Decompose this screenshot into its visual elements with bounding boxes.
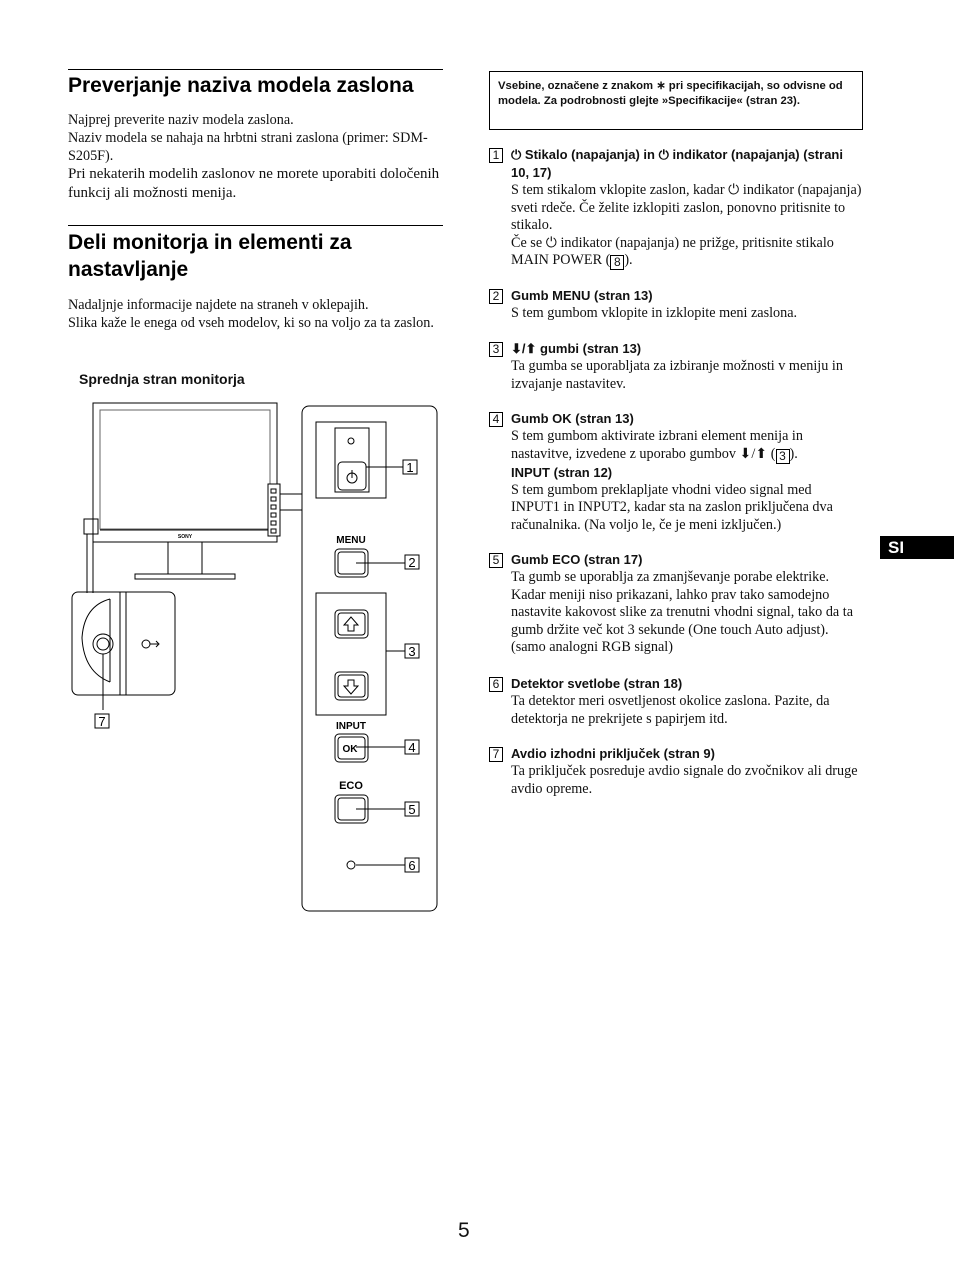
menu-label: MENU — [336, 535, 366, 546]
item-number: 1 — [489, 148, 503, 163]
callout-3: 3 — [408, 644, 416, 659]
reference-number: 8 — [610, 255, 624, 270]
item-text: S tem gumbom vklopite in izklopite meni zaslona. — [511, 305, 798, 321]
input-label: INPUT — [336, 721, 366, 732]
page-number: 5 — [458, 1219, 470, 1242]
item-text: Ta gumb se uporablja za zmanjševanje porabe elektrike. Kadar meniji niso prikazani, lahko prav tako samodejno nastavite kakovost slike za trenutni vhodni signal, tako da ta gumb držite več kot 3 sekunde (One touch Auto adjust). (samo analogni RGB signal) — [511, 569, 853, 656]
paragraph: Pri nekaterih modelih zaslonov ne morete uporabiti določenih funkcij ali možnosti menija. — [68, 166, 440, 201]
item-text: S tem stikalom vklopite zaslon, kadar ⏻ indikator (napajanja) sveti rdeče. Če želite izklopiti zaslon, ponovno pritisnite to stikalo. Če se ⏻ indikator (napajanja) ne prižge, pritisnite stikalo MAIN POWER ( 8 ). — [511, 182, 862, 270]
item-text: Ta gumba se uporabljata za izbiranje možnosti v meniju in izvajanje nastavitev. — [511, 358, 843, 392]
callout-7: 7 — [98, 714, 106, 729]
item-text: Ta priključek posreduje avdio signale do zvočnikov ali druge avdio opreme. — [511, 763, 858, 797]
item-4 — [489, 410, 864, 534]
paragraph: Naziv modela se nahaja na hrbtni strani zaslona (primer: SDM-S205F). — [68, 130, 428, 164]
callout-5: 5 — [408, 802, 416, 817]
monitor-screen — [100, 410, 270, 529]
section-title-monitor-parts: Deli monitorja in elementi za nastavljanje — [68, 231, 352, 281]
ok-label: OK — [342, 744, 358, 755]
section-body-monitor-parts — [68, 296, 443, 332]
language-tab: SI — [880, 536, 954, 559]
section-rule — [68, 225, 443, 226]
up-button — [335, 610, 368, 638]
callout-2: 2 — [408, 555, 416, 570]
paragraph: Slika kaže le enega od vseh modelov, ki so na voljo za ta zaslon. — [68, 315, 434, 331]
item-number: 2 — [489, 289, 503, 304]
power-icon: ⏻ — [511, 147, 522, 162]
item-heading: 2 Gumb MENU (stran 13) — [489, 287, 864, 305]
item-5 — [489, 551, 864, 657]
light-sensor — [347, 861, 355, 869]
item-1 — [489, 146, 864, 270]
item-2 — [489, 287, 864, 323]
section-rule — [68, 69, 443, 70]
item-heading: 7 Avdio izhodni priključek (stran 9) — [489, 745, 864, 763]
item-text: S tem gumbom preklapljate vhodni video signal med INPUT1 in INPUT2, kadar sta na zaslon priključena dva računalnika. (Na voljo le, če je meni izključen.) — [511, 481, 833, 533]
figure-caption: Sprednja stran monitorja — [79, 371, 245, 387]
paragraph: Najprej preverite naziv modela zaslona. — [68, 112, 294, 128]
item-heading: 6 Detektor svetlobe (stran 18) — [489, 675, 864, 693]
callout-6: 6 — [408, 858, 416, 873]
item-7 — [489, 745, 864, 798]
section-title-model-name: Preverjanje naziva modela zaslona — [68, 74, 414, 97]
callout-1: 1 — [406, 460, 414, 475]
item-subheading: INPUT (stran 12) — [511, 464, 613, 480]
paragraph: Nadaljnje informacije najdete na straneh v oklepajih. — [68, 297, 369, 313]
power-icon: ⏻ — [658, 147, 669, 162]
item-heading: 1 ⏻ Stikalo (napajanja) in ⏻ indikator (napajanja) (strani 10, 17) — [489, 146, 864, 182]
item-text: Ta detektor meri osvetljenost okolice zaslona. Pazite, da detektorja ne prekrijete s papirjem itd. — [511, 693, 830, 727]
power-icon: ⏻ — [545, 234, 557, 251]
item-number: 5 — [489, 553, 503, 568]
power-icon: ⏻ — [728, 182, 740, 198]
monitor-bezel — [93, 403, 277, 542]
reference-number: 3 — [776, 449, 790, 464]
item-3 — [489, 340, 864, 393]
item-number: 3 — [489, 342, 503, 357]
item-heading: 3 ⬇/⬆ gumbi (stran 13) — [489, 340, 864, 358]
item-number: 7 — [489, 747, 503, 762]
eco-label: ECO — [339, 780, 363, 792]
callout-4: 4 — [408, 740, 416, 755]
monitor-front-diagram — [68, 398, 448, 918]
item-heading: 5 Gumb ECO (stran 17) — [489, 551, 864, 569]
item-text: S tem gumbom aktivirate izbrani element menija in nastavitve, izvedene z uporabo gumbov ⬇/⬆ ( 3 ). — [511, 428, 803, 463]
item-number: 4 — [489, 412, 503, 427]
specification-note: Vsebine, označene z znakom ∗ pri specifikacijah, so odvisne od modela. Za podrobnosti glejte »Specifikacije« (stran 23). — [489, 71, 863, 130]
brand-logo: SONY — [177, 534, 193, 540]
section-body-model-name — [68, 111, 443, 203]
item-number: 6 — [489, 677, 503, 692]
item-heading: 4 Gumb OK (stran 13) — [489, 410, 864, 428]
down-button — [335, 672, 368, 700]
item-6 — [489, 675, 864, 728]
